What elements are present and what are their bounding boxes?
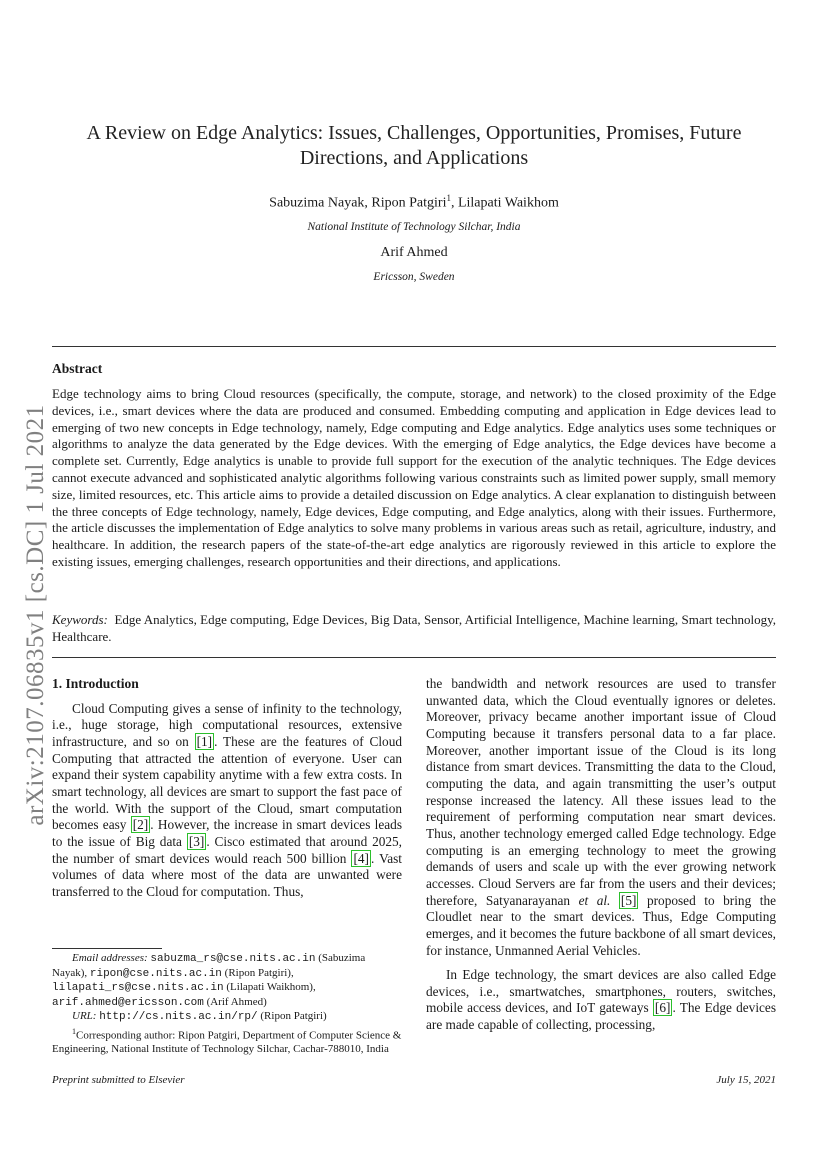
citation-link[interactable]: [6]: [654, 1000, 671, 1016]
email-link[interactable]: sabuzma_rs@cse.nits.ac.in: [150, 953, 316, 965]
author-footnote-mark: 1: [446, 193, 451, 203]
keywords-list: Edge Analytics, Edge computing, Edge Devices, Big Data, Sensor, Artificial Intelligence, Machine learning, Smart technology, Healthcare.: [52, 612, 777, 644]
intro-paragraph-3: In Edge technology, the smart devices are also called Edge devices, i.e., smartwatches, smartphones, routers, switches, mobile access devices, and IoT gateways [6] . The Edge devices are made capable of collecting, processing,: [426, 967, 776, 1033]
footer-preprint: Preprint submitted to Elsevier: [52, 1074, 185, 1086]
email-link[interactable]: arif.ahmed@ericsson.com: [52, 996, 204, 1009]
footnote-emails: Email addresses: sabuzma_rs@cse.nits.ac.in (Sabuzima Nayak), ripon@cse.nits.ac.in (Ripon Patgiri), lilapati_rs@cse.nits.ac.in (Lilapati Waikhom), arif.ahmed@ericsson.com (Arif Ahmed): [52, 952, 366, 1009]
citation-link[interactable]: [5]: [620, 892, 637, 908]
author-2: Arif Ahmed: [380, 245, 448, 260]
footnote-url: URL: http://cs.nits.ac.in/rp/ (Ripon Patgiri): [72, 1010, 327, 1024]
keywords-label: Keywords:: [52, 612, 108, 627]
abstract-bottom-rule: [52, 657, 776, 658]
authors-main: Sabuzima Nayak, Ripon Patgiri: [269, 195, 447, 211]
abstract-heading: Abstract: [52, 361, 103, 376]
url-link[interactable]: http://cs.nits.ac.in/rp/: [99, 1011, 258, 1024]
title-line-1: A Review on Edge Analytics: Issues, Challenges, Opportunities, Promises, Future: [86, 122, 742, 144]
authors-tail: , Lilapati Waikhom: [450, 195, 559, 211]
abstract-top-rule: [52, 346, 776, 347]
footnotes: [52, 952, 402, 1057]
email-link[interactable]: lilapati_rs@cse.nits.ac.in: [52, 982, 224, 995]
left-column: [52, 676, 402, 901]
author-list: [60, 193, 768, 212]
citation-link[interactable]: [3]: [188, 833, 205, 849]
affiliation: National Institute of Technology Silchar, India: [307, 221, 521, 233]
citation-link[interactable]: [2]: [132, 817, 149, 833]
footnote-corresponding: $^1$Corresponding author: Ripon Patgiri, Department of Computer Science & Engineering, National Institute of Technology Silchar, Cachar-788010, India: [52, 1026, 402, 1056]
keywords: [52, 612, 776, 646]
affiliation-2: Ericsson, Sweden: [373, 271, 455, 283]
title-line-2: Directions, and Applications: [299, 147, 529, 169]
intro-paragraph-2: the bandwidth and network resources are used to transfer unwanted data, which the Cloud eventually ignores or deletes. Moreover, privacy became another important issue of Cloud Computing because it transfers personal data to a far place. Moreover, another important issue of the Cloud is its long distance from smart devices. Transmitting the data to the Cloud, computing the data, and again transmitting the user’s output response increased the latency. All these issues lead to the requirement of performing computation near smart devices. Thus, another technology emerged called Edge technology. Edge computing is an emerging technology to meet the growing demands of users and scale up with the ever growing network accesses. Cloud Servers are far from the users and their devices; therefore, Satyanarayanan et al. [5] proposed to bring the Cloudlet near to the smart devices. Thus, Edge Computing emerges, and it becomes the future backbone of all smart devices, for instance, Unmanned Aerial Vehicles.: [426, 676, 777, 958]
footer-date: July 15, 2021: [716, 1074, 776, 1086]
intro-paragraph-1: Cloud Computing gives a sense of infinity to the technology, i.e., huge storage, high computational resources, extensive infrastructure, and so on [1] . These are the features of Cloud Computing that attracted the attention of everyone. User can expand their system capability anytime with a few extra costs. In smart technology, all devices are smart to support the fast pace of the world. With the support of the Cloud, smart computation becomes easy [2] . However, the increase in smart devices leads to the issue of Big data [3] . Cisco estimated that around 2025, the number of smart devices would reach 500 billion [4] . Vast volumes of data where most of the data are unwanted were transferred to the Cloud for computation. Thus,: [52, 700, 403, 899]
email-link[interactable]: ripon@cse.nits.ac.in: [89, 967, 222, 980]
citation-link[interactable]: [4]: [353, 850, 369, 866]
abstract-text: Edge technology aims to bring Cloud resources (specifically, the compute, storage, and network) to the closed proximity of the Edge devices, i.e., smart devices where the data are produced and consumed. Embedding computing and application in Edge devices lead to emerging of two new concepts in Edge technology, namely, Edge computing and Edge analytics. Edge analytics uses some techniques or algorithms to analyze the data generated by the Edge devices. With the emerging of Edge analytics, the Edge devices have become a complete set. Currently, Edge analytics is unable to provide full support for the execution of the analytic techniques. The Edge devices cannot execute advanced and sophisticated analytic algorithms following various constraints such as limited power supply, small memory size, limited resources, etc. This article aims to provide a detailed discussion on Edge analytics. A clear explanation to distinguish between the three concepts of Edge technology, namely, Edge devices, Edge computing, and Edge analytics, along with their issues. Furthermore, the article discusses the implementation of Edge analytics to solve many problems in various areas such as retail, agriculture, industry, and healthcare. In addition, the research papers of the state-of-the-art edge analytics are rigorously reviewed in this article to explore the existing issues, emerging challenges, research opportunities and their directions, and applications.: [52, 386, 776, 569]
paper-title: [60, 121, 768, 171]
footnote-rule: [52, 948, 162, 949]
arxiv-id: arXiv:2107.06835v1 [cs.DC] 1 Jul 2021: [22, 404, 49, 826]
section-heading-introduction: 1. Introduction: [52, 676, 139, 691]
citation-link[interactable]: [1]: [196, 733, 213, 749]
right-column: [426, 676, 776, 1034]
